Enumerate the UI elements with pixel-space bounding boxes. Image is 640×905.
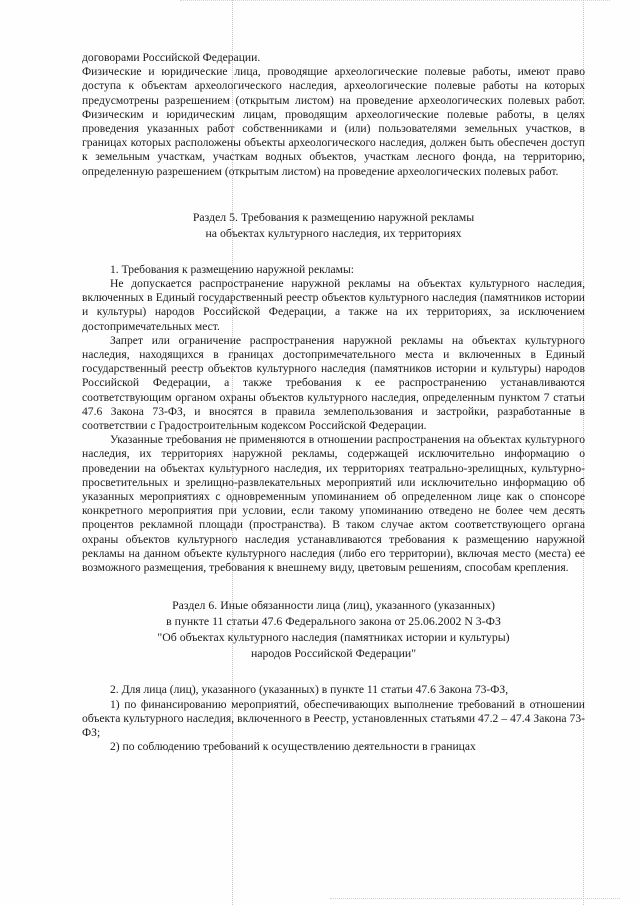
section6-subitem2: 2) по соблюдению требований к осуществлению деятельности в границах xyxy=(110,740,476,754)
scan-edge-top xyxy=(180,0,610,1)
section5-heading-line2: на объектах культурного наследия, их территориях xyxy=(205,225,462,240)
section5-paragraph1: Не допускается распространение наружной рекламы на объектах культурного наследия, включенных в Единый государственный реестр объектов культурного наследия (памятников истории и культуры) народов Российской Федерации, а также на их территориях, за исключением достопримечательных мест. xyxy=(82,277,585,333)
section6-heading-line3: "Об объектах культурного наследия (памятниках истории и культуры) xyxy=(157,630,510,645)
spacer xyxy=(82,661,585,683)
section5-paragraph3: Указанные требования не применяются в отношении распространения на объектах культурного наследия, их территориях наружной рекламы, содержащей исключительно информацию о проведении на объектах культурного наследия, их территориях театрально-зрелищных, культурно-просветительных и зрелищно-развлекательных мероприятий или исключительно информацию об указанных мероприятиях с одновременным упоминанием об определенном лице как о спонсоре конкретного мероприятия при условии, если такому упоминанию отведено не более чем десять процентов рекламной площади (пространства). В таком случае актом соответствующего органа охраны объектов культурного наследия устанавливаются требования к размещению наружной рекламы на данном объекте культурного наследия (либо его территории), включая место (места) ее возможного размещения, требования к внешнему виду, цветовым решениям, способам крепления. xyxy=(82,433,585,575)
scan-edge-bottom xyxy=(330,898,620,899)
section6-item2: 2. Для лица (лиц), указанного (указанных) в пункте 11 статьи 47.6 Закона 73-ФЗ, xyxy=(110,683,509,697)
spacer xyxy=(82,241,585,263)
paragraph-intro: договорами Российской Федерации. xyxy=(82,51,261,64)
section5-item1: 1. Требования к размещению наружной рекламы: xyxy=(110,262,355,276)
section6-heading-line4: народов Российской Федерации" xyxy=(250,646,417,661)
spacer xyxy=(82,575,585,597)
paragraph-archaeology-access: Физические и юридические лица, проводящие археологические полевые работы, имеют право доступа к объектам археологического наследия, археологические полевые работы на которых предусмотрены разрешением (открытым листом) на проведение археологических полевых работ. Физическим и юридическим лицам, проводящим археологические полевые работы, в целях проведения указанных работ собственниками и (или) пользователями земельных участков, в границах которых расположены объекты археологического наследия, должен быть обеспечен доступ к земельным участкам, участкам водных объектов, участкам лесного фонда, на территорию, определенную разрешением (открытым листом) на проведение археологических полевых работ. xyxy=(82,65,585,178)
section5-heading-line1: Раздел 5. Требования к размещению наружной рекламы xyxy=(192,209,475,224)
section6-heading-line1: Раздел 6. Иные обязанности лица (лиц), указанного (указанных) xyxy=(172,598,495,613)
section5-paragraph2: Запрет или ограничение распространения наружной рекламы на объектах культурного наследия, находящихся в границах достопримечательного места и включенных в Единый государственный реестр объектов культурного наследия (памятников истории и культуры) народов Российской Федерации, а также требования к ее распространению устанавливаются соответствующим органом охраны объектов культурного наследия, определенным пунктом 7 статьи 47.6 Закона 73-ФЗ, и вносятся в правила землепользования и застройки, разработанные в соответствии с Градостроительным кодексом Российской Федерации. xyxy=(82,333,585,433)
section6-subitem1: 1) по финансированию мероприятий, обеспечивающих выполнение требований в отношении объекта культурного наследия, включенного в Реестр, установленных статьями 47.2 – 47.4 Закона 73-ФЗ; xyxy=(82,697,585,739)
document-body xyxy=(82,51,585,754)
spacer xyxy=(82,179,585,209)
section6-heading-line2: в пункте 11 статьи 47.6 Федерального закона от 25.06.2002 N 3-ФЗ xyxy=(166,614,501,629)
